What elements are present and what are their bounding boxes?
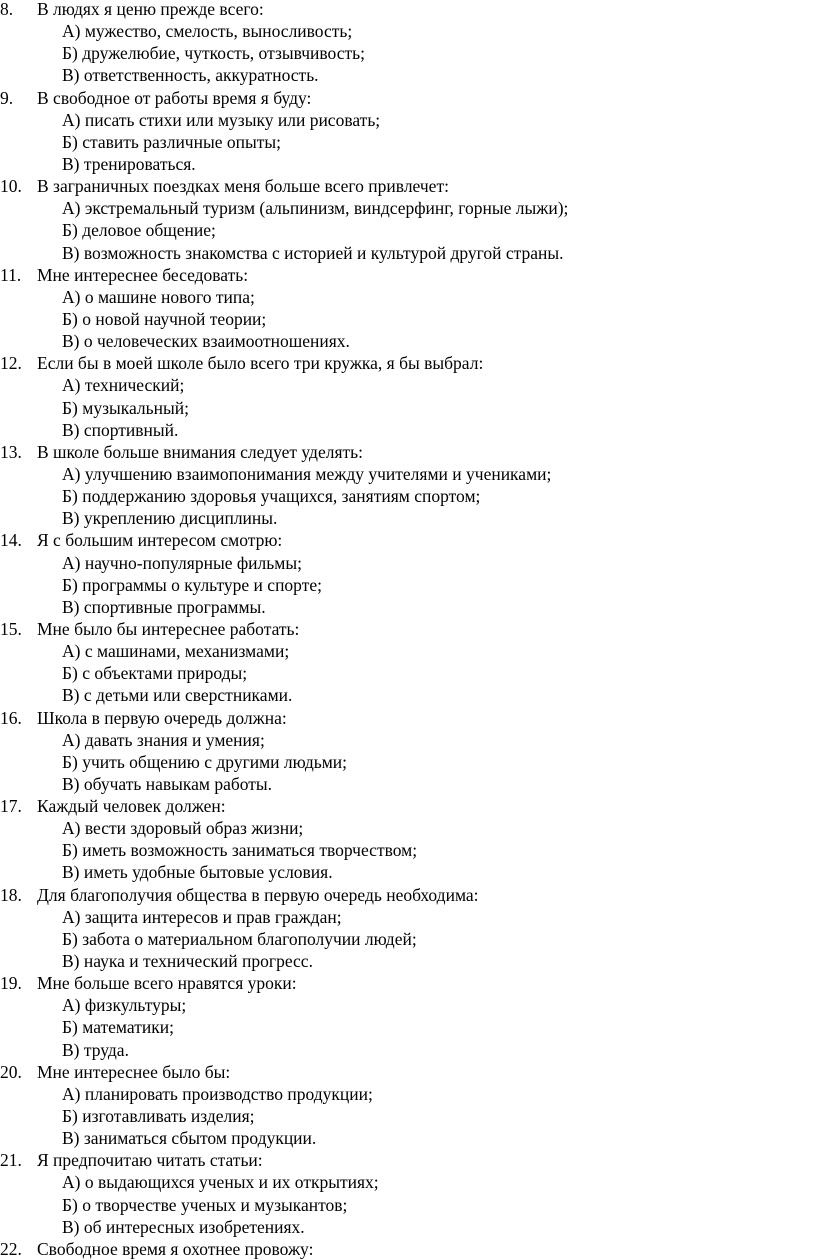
question-item <box>0 264 816 353</box>
question-text: Я с большим интересом смотрю: <box>37 530 283 551</box>
question-text: Для благополучия общества в первую очередь необходима: <box>37 884 479 905</box>
question-number: 11. <box>0 264 22 285</box>
answer-option: А) экстремальный туризм (альпинизм, виндсерфинг, горные лыжи); <box>62 198 569 219</box>
answer-option-line <box>0 839 816 861</box>
answer-option-line <box>0 308 816 330</box>
answer-option: Б) с объектами природы; <box>62 663 248 684</box>
question-text: Мне интереснее беседовать: <box>37 264 249 285</box>
answer-option: А) научно-популярные фильмы; <box>62 552 302 573</box>
question-item <box>0 441 816 530</box>
answer-option-line <box>0 950 816 972</box>
answer-option: А) давать знания и умения; <box>62 729 265 750</box>
question-text: Каждый человек должен: <box>37 796 226 817</box>
question-number: 20. <box>0 1061 22 1082</box>
answer-option: В) иметь удобные бытовые условия. <box>62 862 333 883</box>
answer-option-line <box>0 153 816 175</box>
question-text: В школе больше внимания следует уделять: <box>37 441 363 462</box>
answer-option: Б) дружелюбие, чуткость, отзывчивость; <box>62 43 365 64</box>
answer-option-line <box>0 640 816 662</box>
question-text: В свободное от работы время я буду: <box>37 87 312 108</box>
answer-option: В) спортивный. <box>62 419 179 440</box>
answer-option-line <box>0 574 816 596</box>
question-line <box>0 175 816 197</box>
question-text: Школа в первую очередь должна: <box>37 707 287 728</box>
answer-option-line <box>0 1083 816 1105</box>
answer-option-line <box>0 463 816 485</box>
answer-option-line <box>0 1216 816 1238</box>
question-line <box>0 441 816 463</box>
answer-option-line <box>0 131 816 153</box>
question-number: 18. <box>0 884 22 905</box>
answer-option-line <box>0 242 816 264</box>
question-line <box>0 1061 816 1083</box>
answer-option-line <box>0 1105 816 1127</box>
answer-option-line <box>0 286 816 308</box>
answer-option: В) возможность знакомства с историей и культурой другой страны. <box>62 242 564 263</box>
answer-option-line <box>0 662 816 684</box>
answer-option: В) тренироваться. <box>62 153 196 174</box>
answer-option-line <box>0 507 816 529</box>
question-text: В людях я ценю прежде всего: <box>37 0 264 19</box>
question-number: 16. <box>0 707 22 728</box>
question-number: 8. <box>0 0 14 19</box>
answer-option-line <box>0 994 816 1016</box>
answer-option: В) труда. <box>62 1039 129 1060</box>
question-item <box>0 352 816 441</box>
question-text: Свободное время я охотнее провожу: <box>37 1238 314 1259</box>
question-line <box>0 707 816 729</box>
answer-option-line <box>0 861 816 883</box>
answer-option: А) физкультуры; <box>62 995 187 1016</box>
answer-option-line <box>0 219 816 241</box>
answer-option-line <box>0 1016 816 1038</box>
answer-option: Б) музыкальный; <box>62 397 189 418</box>
question-item <box>0 1061 816 1150</box>
question-number: 14. <box>0 530 22 551</box>
answer-option-line <box>0 817 816 839</box>
question-item <box>0 884 816 973</box>
answer-option: В) о человеческих взаимоотношениях. <box>62 331 350 352</box>
answer-option: А) защита интересов и прав граждан; <box>62 906 342 927</box>
answer-option: Б) математики; <box>62 1017 174 1038</box>
answer-option: В) спортивные программы. <box>62 596 266 617</box>
answer-option: А) улучшению взаимопонимания между учителями и учениками; <box>62 463 552 484</box>
question-item <box>0 707 816 796</box>
answer-option-line <box>0 1194 816 1216</box>
question-item <box>0 0 816 87</box>
answer-option: А) планировать производство продукции; <box>62 1083 373 1104</box>
question-item <box>0 618 816 707</box>
answer-option-line <box>0 928 816 950</box>
answer-option-line <box>0 419 816 441</box>
answer-option-line <box>0 729 816 751</box>
answer-option: В) заниматься сбытом продукции. <box>62 1128 317 1149</box>
answer-option: А) технический; <box>62 375 185 396</box>
question-item <box>0 972 816 1061</box>
question-line <box>0 884 816 906</box>
answer-option: В) об интересных изобретениях. <box>62 1216 305 1237</box>
question-text: Мне интереснее было бы: <box>37 1061 231 1082</box>
answer-option-line <box>0 20 816 42</box>
answer-option: А) писать стихи или музыку или рисовать; <box>62 109 381 130</box>
answer-option: Б) учить общению с другими людьми; <box>62 751 348 772</box>
question-text: Я предпочитаю читать статьи: <box>37 1150 263 1171</box>
question-item <box>0 175 816 264</box>
question-line <box>0 795 816 817</box>
answer-option: В) укреплению дисциплины. <box>62 508 278 529</box>
question-text: Мне было бы интереснее работать: <box>37 618 300 639</box>
answer-option-line <box>0 751 816 773</box>
question-number: 13. <box>0 441 22 462</box>
question-number: 12. <box>0 353 22 374</box>
answer-option-line <box>0 552 816 574</box>
question-line <box>0 529 816 551</box>
answer-option: Б) забота о материальном благополучии людей; <box>62 928 417 949</box>
answer-option: А) о машине нового типа; <box>62 286 255 307</box>
question-text: В заграничных поездках меня больше всего привлечет: <box>37 176 449 197</box>
answer-option-line <box>0 109 816 131</box>
answer-option: А) с машинами, механизмами; <box>62 641 290 662</box>
question-number: 21. <box>0 1150 22 1171</box>
answer-option: А) вести здоровый образ жизни; <box>62 818 304 839</box>
question-item <box>0 529 816 618</box>
question-line <box>0 618 816 640</box>
answer-option-line <box>0 773 816 795</box>
answer-option-line <box>0 64 816 86</box>
question-number: 19. <box>0 973 22 994</box>
question-line <box>0 1238 816 1260</box>
answer-option: Б) поддержанию здоровья учащихся, занятиям спортом; <box>62 486 481 507</box>
answer-option: А) мужество, смелость, выносливость; <box>62 21 353 42</box>
question-number: 17. <box>0 796 22 817</box>
question-number: 10. <box>0 176 22 197</box>
question-item <box>0 1149 816 1238</box>
question-line <box>0 0 816 20</box>
question-line <box>0 87 816 109</box>
question-number: 15. <box>0 618 22 639</box>
question-text: Мне больше всего нравятся уроки: <box>37 973 297 994</box>
question-text: Если бы в моей школе было всего три кружка, я бы выбрал: <box>37 353 484 374</box>
answer-option: В) с детьми или сверстниками. <box>62 685 293 706</box>
answer-option: Б) о творчестве ученых и музыкантов; <box>62 1194 348 1215</box>
answer-option-line <box>0 42 816 64</box>
question-number: 22. <box>0 1238 22 1259</box>
answer-option-line <box>0 1171 816 1193</box>
answer-option-line <box>0 485 816 507</box>
question-line <box>0 1149 816 1171</box>
answer-option: Б) иметь возможность заниматься творчеством; <box>62 840 418 861</box>
answer-option-line <box>0 906 816 928</box>
question-item <box>0 87 816 176</box>
answer-option: Б) изготавливать изделия; <box>62 1106 255 1127</box>
question-item <box>0 795 816 884</box>
answer-option: Б) программы о культуре и спорте; <box>62 574 322 595</box>
answer-option: Б) ставить различные опыты; <box>62 131 282 152</box>
answer-option-line <box>0 1039 816 1061</box>
answer-option-line <box>0 596 816 618</box>
question-line <box>0 972 816 994</box>
answer-option: Б) о новой научной теории; <box>62 308 267 329</box>
answer-option: В) обучать навыкам работы. <box>62 773 273 794</box>
question-line <box>0 264 816 286</box>
answer-option-line <box>0 197 816 219</box>
answer-option-line <box>0 397 816 419</box>
question-number: 9. <box>0 87 14 108</box>
answer-option-line <box>0 330 816 352</box>
answer-option-line <box>0 684 816 706</box>
answer-option-line <box>0 1127 816 1149</box>
answer-option: В) наука и технический прогресс. <box>62 951 313 972</box>
answer-option-line <box>0 374 816 396</box>
answer-option: Б) деловое общение; <box>62 220 216 241</box>
question-item <box>0 1238 816 1260</box>
answer-option: А) о выдающихся ученых и их открытиях; <box>62 1172 379 1193</box>
answer-option: В) ответственность, аккуратность. <box>62 65 319 86</box>
question-line <box>0 352 816 374</box>
